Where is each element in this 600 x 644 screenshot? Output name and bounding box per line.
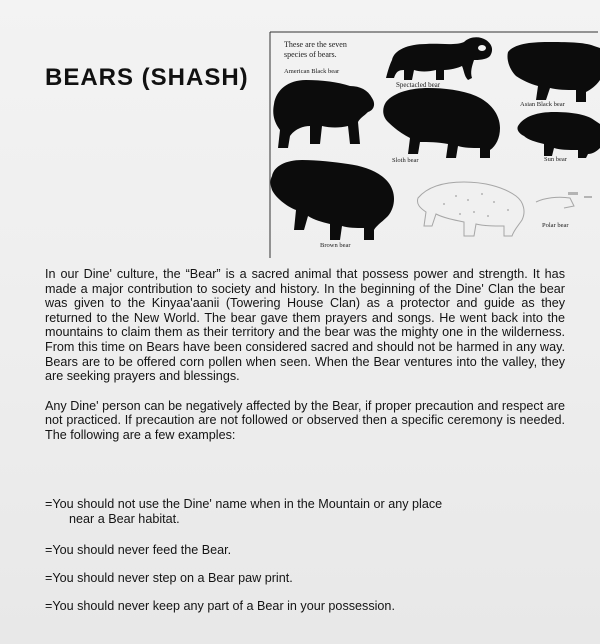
polar-bear-fur-texture <box>443 192 592 217</box>
rule-possession-text: =You should never keep any part of a Bear in your possession. <box>45 599 395 613</box>
paragraph-culture: In our Dine' culture, the “Bear” is a sacred animal that possess power and strength. It has made a major contribution to society and history. In the beginning of the Dine' Clan the bear was given to the Kinyaa'aanii (Towering House Clan) as a protector and guide as they returned to the New World. The bear gave them prayers and songs. He went back into the mountains to claim them as their territory and the bear was the mighty one in the wilderness. From this time on Bears have been considered sacred and should not be harmed in any way. Bears are to be offered corn pollen when seen. When the Bear ventures into the valley, they are seeking prayers and blessings. <box>45 267 565 384</box>
label-sloth-bear: Sloth bear <box>392 157 419 164</box>
sun-bear-silhouette <box>517 112 600 158</box>
sloth-bear-silhouette <box>383 88 500 158</box>
label-american-black-bear: American Black bear <box>284 68 340 75</box>
paragraph-precaution: Any Dine' person can be negatively affected by the Bear, if proper precaution and respect are not practiced. If precaution are not followed or observed then a specific ceremony is needed. The following are a few examples: <box>45 398 565 442</box>
rule-possession <box>45 599 395 614</box>
label-brown-bear: Brown bear <box>320 242 351 249</box>
label-asian-black-bear: Asian Black bear <box>520 101 565 108</box>
figure-heading-line1: These are the seven <box>284 40 347 49</box>
rule-dine-name <box>45 497 442 526</box>
body-text <box>45 267 565 443</box>
bear-species-figure <box>268 30 600 260</box>
rule-dine-name-line1: =You should not use the Dine' name when in the Mountain or any place <box>45 497 443 511</box>
label-polar-bear: Polar bear <box>542 222 569 229</box>
rule-dine-name-line2: near a Bear habitat. <box>69 511 180 526</box>
bear-species-illustration <box>268 30 600 260</box>
brown-bear-silhouette <box>271 160 395 240</box>
rule-paw-print <box>45 571 293 586</box>
page-title: BEARS (SHASH) <box>45 64 249 91</box>
asian-black-bear-silhouette <box>507 42 600 102</box>
label-spectacled-bear: Spectacled bear <box>396 81 441 89</box>
spectacled-bear-silhouette <box>386 37 492 80</box>
figure-heading-line2: species of bears. <box>284 50 337 59</box>
label-sun-bear: Sun bear <box>544 156 567 163</box>
american-black-bear-silhouette <box>273 80 374 148</box>
rule-paw-print-text: =You should never step on a Bear paw print. <box>45 571 293 585</box>
rule-never-feed <box>45 543 231 558</box>
rule-never-feed-text: =You should never feed the Bear. <box>45 543 232 557</box>
